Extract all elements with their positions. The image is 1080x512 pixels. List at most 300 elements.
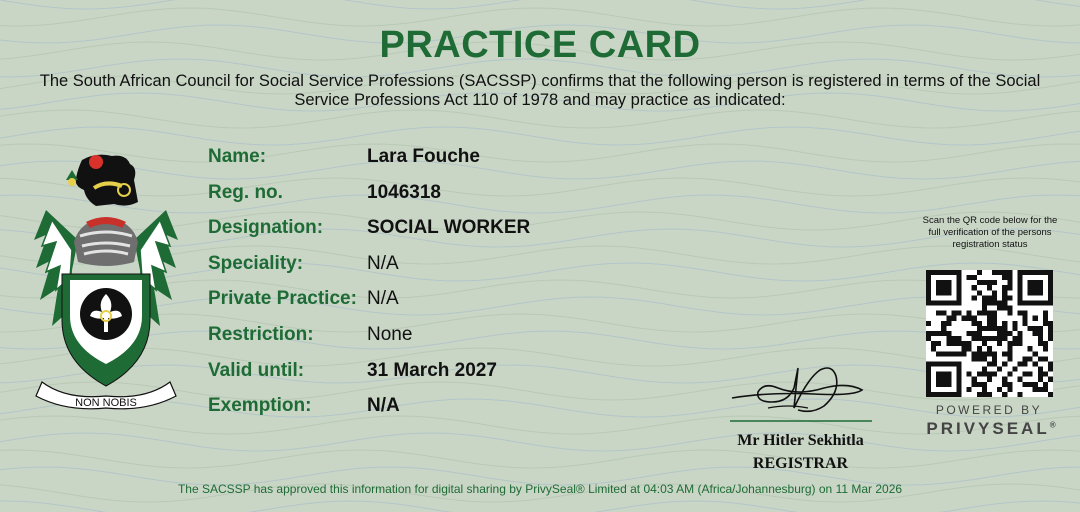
qr-module: [946, 290, 951, 295]
qr-module: [1017, 331, 1022, 336]
qr-module: [926, 275, 931, 280]
qr-module: [936, 290, 941, 295]
qr-module: [946, 285, 951, 290]
qr-module: [1038, 270, 1043, 275]
exemption-value: N/A: [367, 395, 400, 417]
private-practice-value: N/A: [367, 288, 399, 310]
qr-module: [977, 372, 982, 377]
qr-module: [992, 351, 997, 356]
qr-module: [987, 361, 992, 366]
qr-module: [987, 346, 992, 351]
qr-module: [941, 392, 946, 397]
qr-module: [1017, 311, 1022, 316]
qr-module: [926, 321, 931, 326]
qr-module: [987, 285, 992, 290]
qr-module: [956, 270, 961, 275]
qr-module: [1012, 367, 1017, 372]
qr-module: [1023, 270, 1028, 275]
qr-module: [936, 377, 941, 382]
qr-module: [1007, 356, 1012, 361]
qr-module: [941, 372, 946, 377]
qr-module: [936, 331, 941, 336]
qr-module: [941, 351, 946, 356]
qr-module: [1038, 341, 1043, 346]
name-label: Name:: [208, 146, 267, 167]
qr-module: [931, 300, 936, 305]
qr-module: [982, 356, 987, 361]
guilloche-line: [0, 450, 1080, 468]
qr-module: [1048, 280, 1053, 285]
qr-module: [946, 377, 951, 382]
qr-module: [992, 356, 997, 361]
qr-module: [1033, 300, 1038, 305]
qr-module: [977, 280, 982, 285]
qr-module: [1028, 346, 1033, 351]
qr-module: [1002, 285, 1007, 290]
qr-module: [987, 280, 992, 285]
qr-module: [997, 270, 1002, 275]
qr-module: [1028, 285, 1033, 290]
qr-module: [992, 316, 997, 321]
designation-value: SOCIAL WORKER: [367, 217, 531, 239]
qr-module: [972, 377, 977, 382]
registered-mark: ®: [1049, 420, 1056, 430]
qr-module: [1002, 321, 1007, 326]
qr-module: [997, 306, 1002, 311]
qr-module: [992, 311, 997, 316]
qr-module: [987, 316, 992, 321]
qr-module: [1038, 331, 1043, 336]
qr-module: [941, 270, 946, 275]
qr-module: [997, 326, 1002, 331]
private-practice-label: Private Practice:: [208, 288, 357, 310]
qr-module: [1002, 377, 1007, 382]
qr-module: [1007, 382, 1012, 387]
qr-module: [982, 382, 987, 387]
qr-module: [951, 392, 956, 397]
qr-module: [1028, 356, 1033, 361]
qr-module: [997, 387, 1002, 392]
qr-module: [987, 295, 992, 300]
qr-module: [931, 331, 936, 336]
qr-module: [1007, 295, 1012, 300]
qr-module: [1023, 372, 1028, 377]
qr-module: [1007, 306, 1012, 311]
qr-module: [987, 377, 992, 382]
qr-module: [982, 311, 987, 316]
qr-module: [951, 351, 956, 356]
guilloche-line: [0, 110, 1080, 128]
qr-module: [992, 336, 997, 341]
qr-module: [946, 372, 951, 377]
guilloche-line: [0, 501, 1080, 512]
qr-module: [956, 361, 961, 366]
qr-module: [1048, 361, 1053, 366]
qr-module: [992, 326, 997, 331]
qr-module: [962, 346, 967, 351]
qr-module: [956, 387, 961, 392]
qr-module: [982, 341, 987, 346]
qr-module: [1038, 280, 1043, 285]
qr-module: [951, 300, 956, 305]
qr-module: [926, 392, 931, 397]
qr-module: [997, 367, 1002, 372]
qr-module: [997, 300, 1002, 305]
valid-until-label: Valid until:: [208, 359, 305, 381]
qr-module: [936, 280, 941, 285]
qr-module: [926, 285, 931, 290]
qr-module: [982, 300, 987, 305]
intro-text: The South African Council for Social Service Professions (SACSSP) confirms that the following person is registered in terms of the Social Service Professions Act 110 of 1978 and may practice as indicated:: [39, 72, 1041, 109]
qr-module: [1017, 300, 1022, 305]
qr-module: [1048, 336, 1053, 341]
qr-module: [941, 321, 946, 326]
registrar-name: Mr Hitler Sekhitla: [737, 432, 864, 449]
qr-module: [1043, 387, 1048, 392]
qr-module: [992, 280, 997, 285]
qr-module: [1033, 351, 1038, 356]
qr-module: [936, 270, 941, 275]
qr-module: [1048, 326, 1053, 331]
qr-module: [1007, 387, 1012, 392]
qr-module: [987, 392, 992, 397]
qr-module: [956, 392, 961, 397]
qr-module: [941, 361, 946, 366]
qr-module: [972, 295, 977, 300]
registrar-title: REGISTRAR: [752, 455, 849, 472]
qr-module: [982, 392, 987, 397]
qr-module: [956, 341, 961, 346]
qr-module: [987, 311, 992, 316]
qr-module: [1038, 336, 1043, 341]
qr-module: [926, 367, 931, 372]
qr-module: [977, 382, 982, 387]
qr-module: [1043, 341, 1048, 346]
qr-module: [1043, 372, 1048, 377]
qr-module: [1033, 270, 1038, 275]
qr-module: [926, 361, 931, 366]
qr-module: [987, 336, 992, 341]
qr-module: [926, 336, 931, 341]
qr-module: [1007, 285, 1012, 290]
qr-module: [951, 336, 956, 341]
crest-motto: NON NOBIS: [75, 397, 137, 409]
qr-instruction: Scan the QR code below for the full verification of the persons registration status: [922, 215, 1058, 250]
qr-module: [941, 311, 946, 316]
qr-module: [1023, 300, 1028, 305]
qr-module: [1002, 382, 1007, 387]
qr-module: [931, 346, 936, 351]
qr-module: [1002, 336, 1007, 341]
qr-module: [956, 300, 961, 305]
qr-module: [926, 377, 931, 382]
qr-module: [1028, 326, 1033, 331]
qr-module: [992, 290, 997, 295]
qr-module: [946, 336, 951, 341]
qr-module: [1038, 387, 1043, 392]
qr-module: [1007, 351, 1012, 356]
qr-module: [1023, 311, 1028, 316]
qr-module: [1002, 326, 1007, 331]
qr-module: [956, 372, 961, 377]
qr-module: [1017, 290, 1022, 295]
qr-module: [941, 290, 946, 295]
qr-module: [946, 300, 951, 305]
qr-module: [946, 331, 951, 336]
qr-module: [1002, 270, 1007, 275]
coat-of-arms-icon: [26, 150, 186, 412]
qr-module: [1028, 382, 1033, 387]
privyseal-wordmark: PRIVYSEAL: [926, 419, 1050, 438]
qr-module: [1043, 316, 1048, 321]
qr-module: [982, 306, 987, 311]
qr-module: [977, 321, 982, 326]
qr-module: [972, 316, 977, 321]
qr-module: [1043, 382, 1048, 387]
qr-module: [1033, 387, 1038, 392]
qr-module: [1033, 280, 1038, 285]
qr-module: [956, 290, 961, 295]
qr-module: [1017, 285, 1022, 290]
qr-module: [956, 377, 961, 382]
qr-module: [1048, 321, 1053, 326]
qr-module: [926, 387, 931, 392]
qr-module: [992, 300, 997, 305]
qr-module: [1023, 382, 1028, 387]
qr-module: [1033, 331, 1038, 336]
qr-module: [1002, 295, 1007, 300]
qr-module: [1038, 372, 1043, 377]
qr-module: [951, 270, 956, 275]
qr-module: [956, 336, 961, 341]
qr-module: [936, 300, 941, 305]
qr-module: [956, 280, 961, 285]
qr-module: [931, 341, 936, 346]
powered-by-label: POWERED BY: [935, 403, 1043, 417]
qr-module: [982, 280, 987, 285]
qr-module: [972, 275, 977, 280]
qr-module: [987, 372, 992, 377]
speciality-value: N/A: [367, 252, 399, 274]
qr-module: [926, 270, 931, 275]
qr-module: [972, 382, 977, 387]
qr-module: [926, 290, 931, 295]
qr-module: [1028, 290, 1033, 295]
qr-module: [1007, 270, 1012, 275]
qr-module: [1023, 316, 1028, 321]
qr-module: [1017, 361, 1022, 366]
qr-module: [1002, 392, 1007, 397]
qr-module: [951, 316, 956, 321]
qr-module: [1043, 300, 1048, 305]
qr-module: [946, 316, 951, 321]
qr-module: [1007, 346, 1012, 351]
qr-module: [982, 367, 987, 372]
qr-module: [1023, 321, 1028, 326]
qr-module: [1012, 336, 1017, 341]
qr-module: [1002, 306, 1007, 311]
qr-module: [1017, 270, 1022, 275]
qr-module: [992, 321, 997, 326]
qr-module: [992, 295, 997, 300]
qr-module: [967, 346, 972, 351]
qr-module: [972, 321, 977, 326]
qr-module: [936, 392, 941, 397]
qr-module: [956, 382, 961, 387]
guilloche-line: [0, 433, 1080, 451]
qr-module: [1007, 275, 1012, 280]
qr-module: [936, 351, 941, 356]
qr-module: [977, 356, 982, 361]
qr-module: [1048, 300, 1053, 305]
qr-module: [1002, 331, 1007, 336]
qr-module: [941, 280, 946, 285]
restriction-value: None: [367, 323, 413, 345]
qr-module: [1043, 311, 1048, 316]
qr-module: [951, 361, 956, 366]
qr-module: [1038, 377, 1043, 382]
qr-module: [1017, 341, 1022, 346]
qr-module: [941, 326, 946, 331]
qr-module: [956, 285, 961, 290]
qr-module: [997, 341, 1002, 346]
qr-module: [987, 321, 992, 326]
qr-module: [941, 382, 946, 387]
qr-module: [936, 361, 941, 366]
qr-module: [1043, 346, 1048, 351]
qr-module: [941, 377, 946, 382]
qr-module: [987, 326, 992, 331]
guilloche-line: [0, 416, 1080, 434]
qr-module: [997, 331, 1002, 336]
qr-module: [1048, 290, 1053, 295]
qr-module: [946, 341, 951, 346]
speciality-label: Speciality:: [208, 252, 304, 274]
qr-module: [951, 311, 956, 316]
qr-module: [982, 295, 987, 300]
qr-module: [1033, 361, 1038, 366]
qr-module: [992, 372, 997, 377]
reg-no-value: 1046318: [367, 181, 441, 203]
qr-module: [1017, 392, 1022, 397]
qr-module: [946, 351, 951, 356]
qr-module: [972, 336, 977, 341]
restriction-label: Restriction:: [208, 323, 314, 345]
qr-module: [946, 280, 951, 285]
qr-module: [972, 351, 977, 356]
qr-module: [992, 270, 997, 275]
qr-module: [1028, 270, 1033, 275]
qr-module: [977, 290, 982, 295]
qr-module: [1043, 356, 1048, 361]
qr-module: [962, 351, 967, 356]
guilloche-line: [0, 127, 1080, 145]
exemption-label: Exemption:: [208, 395, 312, 417]
qr-module: [967, 341, 972, 346]
name-value: Lara Fouche: [367, 146, 480, 167]
qr-module: [1012, 341, 1017, 346]
qr-module: [1033, 285, 1038, 290]
qr-module: [1038, 290, 1043, 295]
qr-module: [967, 387, 972, 392]
qr-module: [967, 372, 972, 377]
qr-module: [982, 351, 987, 356]
qr-module: [926, 382, 931, 387]
qr-module: [1038, 285, 1043, 290]
qr-module: [946, 270, 951, 275]
qr-module: [977, 326, 982, 331]
qr-module: [1048, 392, 1053, 397]
footer-note: The SACSSP has approved this information for digital sharing by PrivySeal® Limited at 04:03 AM (Africa/Johannesburg) on 11 Mar 2026: [177, 482, 903, 496]
designation-label: Designation:: [208, 217, 324, 239]
qr-module: [956, 275, 961, 280]
registrar-signature: [728, 358, 874, 424]
qr-module: [1007, 341, 1012, 346]
qr-module: [1033, 326, 1038, 331]
qr-module: [941, 285, 946, 290]
qr-module: [977, 351, 982, 356]
qr-module: [956, 367, 961, 372]
qr-module: [1017, 336, 1022, 341]
qr-module: [1002, 351, 1007, 356]
qr-module: [931, 361, 936, 366]
qr-module: [982, 326, 987, 331]
qr-module: [1028, 372, 1033, 377]
qr-module: [1033, 382, 1038, 387]
qr-module: [936, 311, 941, 316]
qr-module: [936, 285, 941, 290]
qr-module: [982, 372, 987, 377]
qr-module: [1038, 300, 1043, 305]
qr-module: [1048, 270, 1053, 275]
qr-module: [1017, 377, 1022, 382]
qr-module: [1002, 300, 1007, 305]
qr-module: [926, 300, 931, 305]
qr-module: [1043, 270, 1048, 275]
qr-module: [1043, 321, 1048, 326]
qr-module: [926, 372, 931, 377]
qr-module: [977, 270, 982, 275]
qr-module: [1023, 361, 1028, 366]
qr-module: [1028, 300, 1033, 305]
card-title: PRACTICE CARD: [379, 24, 701, 66]
qr-module: [987, 351, 992, 356]
qr-module: [946, 321, 951, 326]
qr-module: [931, 270, 936, 275]
qr-module: [1002, 275, 1007, 280]
qr-module: [1028, 280, 1033, 285]
qr-module: [946, 361, 951, 366]
qr-module: [1048, 275, 1053, 280]
qr-module: [941, 300, 946, 305]
qr-module: [982, 336, 987, 341]
qr-module: [926, 331, 931, 336]
qr-module: [1023, 356, 1028, 361]
qr-module: [1012, 321, 1017, 326]
qr-module: [972, 356, 977, 361]
qr-module: [946, 392, 951, 397]
qr-module: [946, 382, 951, 387]
qr-module: [982, 387, 987, 392]
qr-module: [967, 316, 972, 321]
qr-module: [1033, 316, 1038, 321]
qr-module: [1007, 280, 1012, 285]
qr-module: [977, 336, 982, 341]
qr-module: [1048, 367, 1053, 372]
qr-module: [926, 295, 931, 300]
valid-until-value: 31 March 2027: [367, 359, 497, 381]
verification-qr-code[interactable]: [926, 270, 1053, 397]
